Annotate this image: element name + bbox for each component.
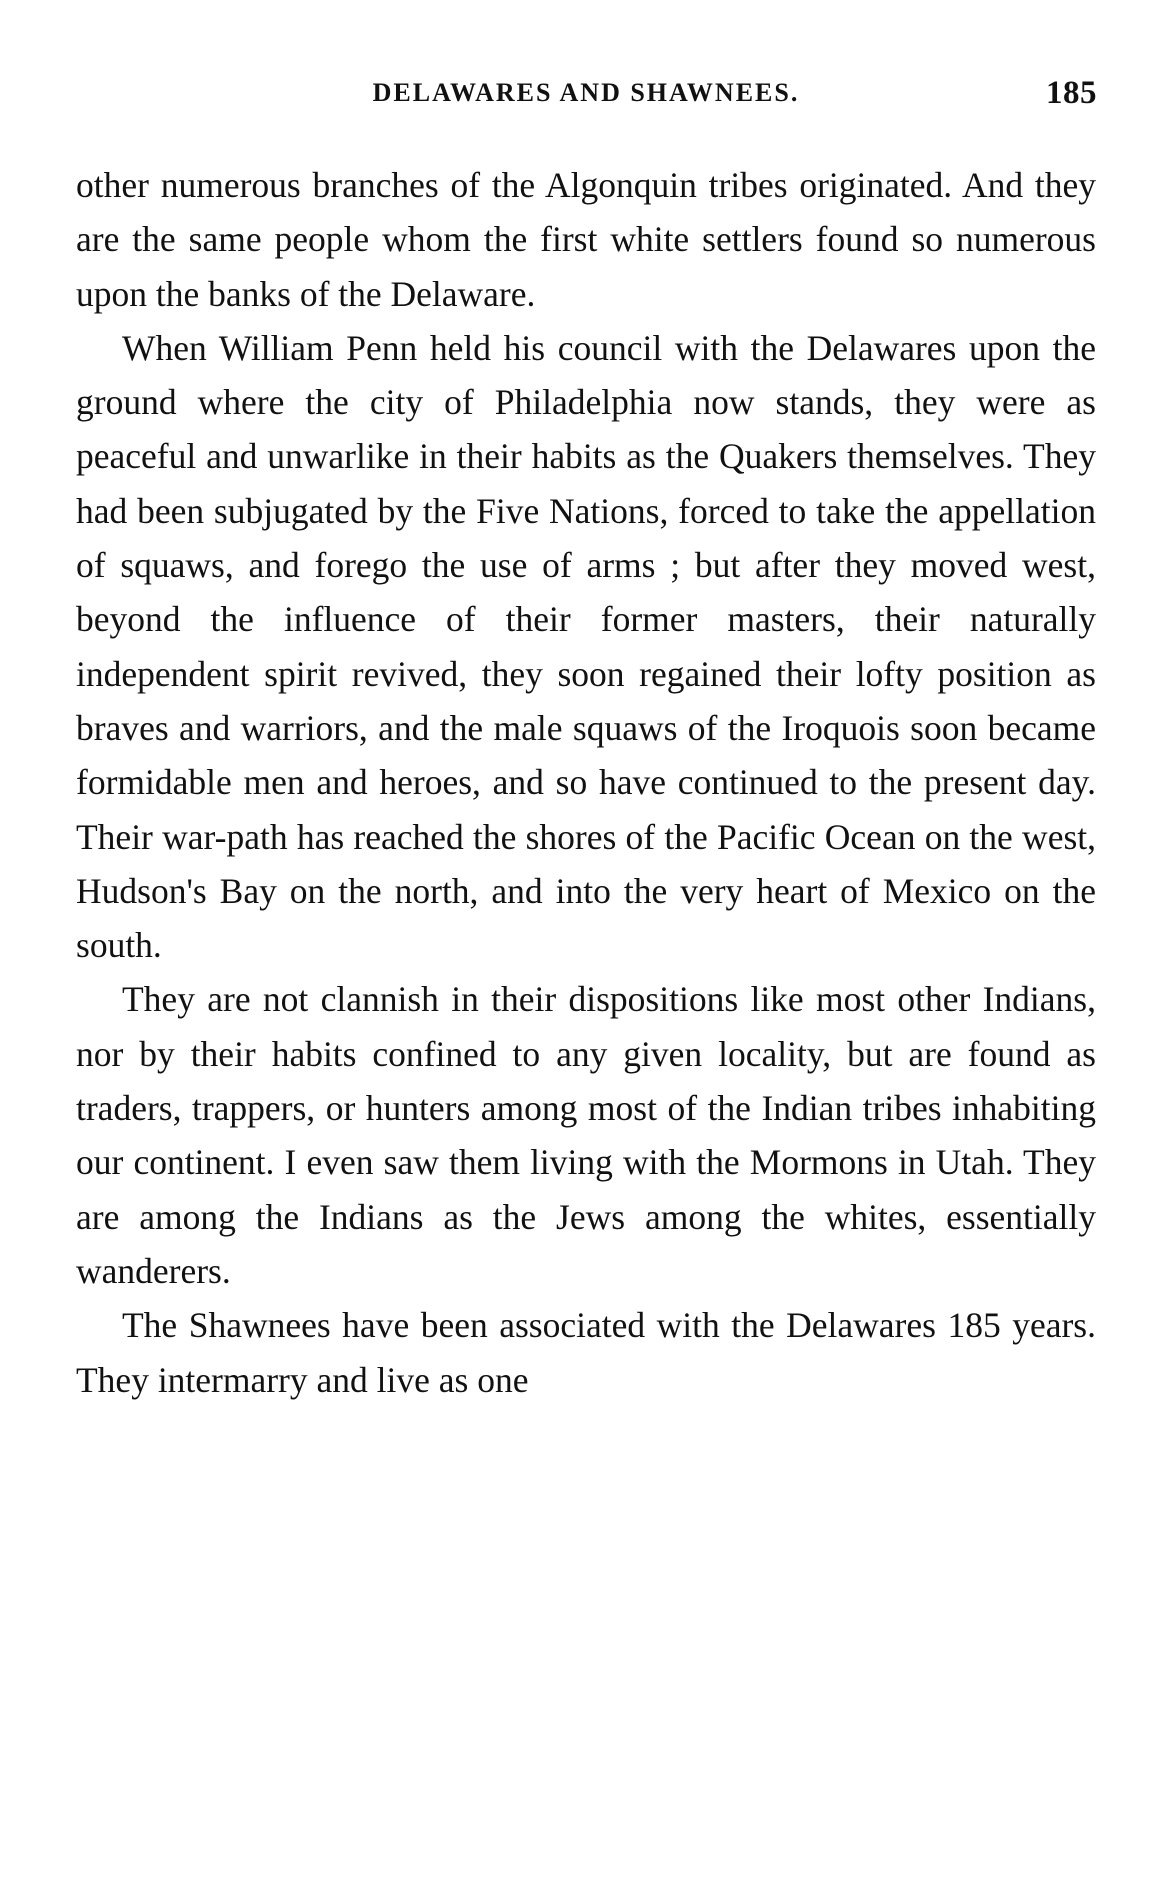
page-number: 185 <box>1046 75 1097 111</box>
paragraph: When William Penn held his council with the Delawares upon the ground where the city of Philadelphia now stands, they were as peaceful and unwarlike in their habits as the Quakers themselves. They had been subjugated by the Five Nations, forced to take the appellation of squaws, and forego the use of arms ; but after they moved west, beyond the influence of their former masters, their naturally independent spirit revived, they soon regained their lofty position as braves and warriors, and the male squaws of the Iroquois soon became formidable men and heroes, and so have continued to the present day. Their war-path has reached the shores of the Pacific Ocean on the west, Hudson's Bay on the north, and into the very heart of Mexico on the south. <box>76 327 1096 966</box>
page-header <box>75 75 1097 120</box>
page-body <box>76 158 1096 1407</box>
running-title: DELAWARES AND SHAWNEES. <box>372 78 800 107</box>
paragraph: other numerous branches of the Algonquin tribes originated. And they are the same people whom the first white settlers found so numerous upon the banks of the Delaware. <box>76 165 1096 314</box>
paragraph: They are not clannish in their dispositions like most other Indians, nor by their habits confined to any given locality, but are found as traders, trappers, or hunters among most of the Indian tribes inhabiting our continent. I even saw them living with the Mormons in Utah. They are among the Indians as the Jews among the whites, essentially wanderers. <box>76 979 1096 1291</box>
paragraph: The Shawnees have been associated with the Delawares 185 years. They intermarry and live as one <box>76 1305 1096 1400</box>
